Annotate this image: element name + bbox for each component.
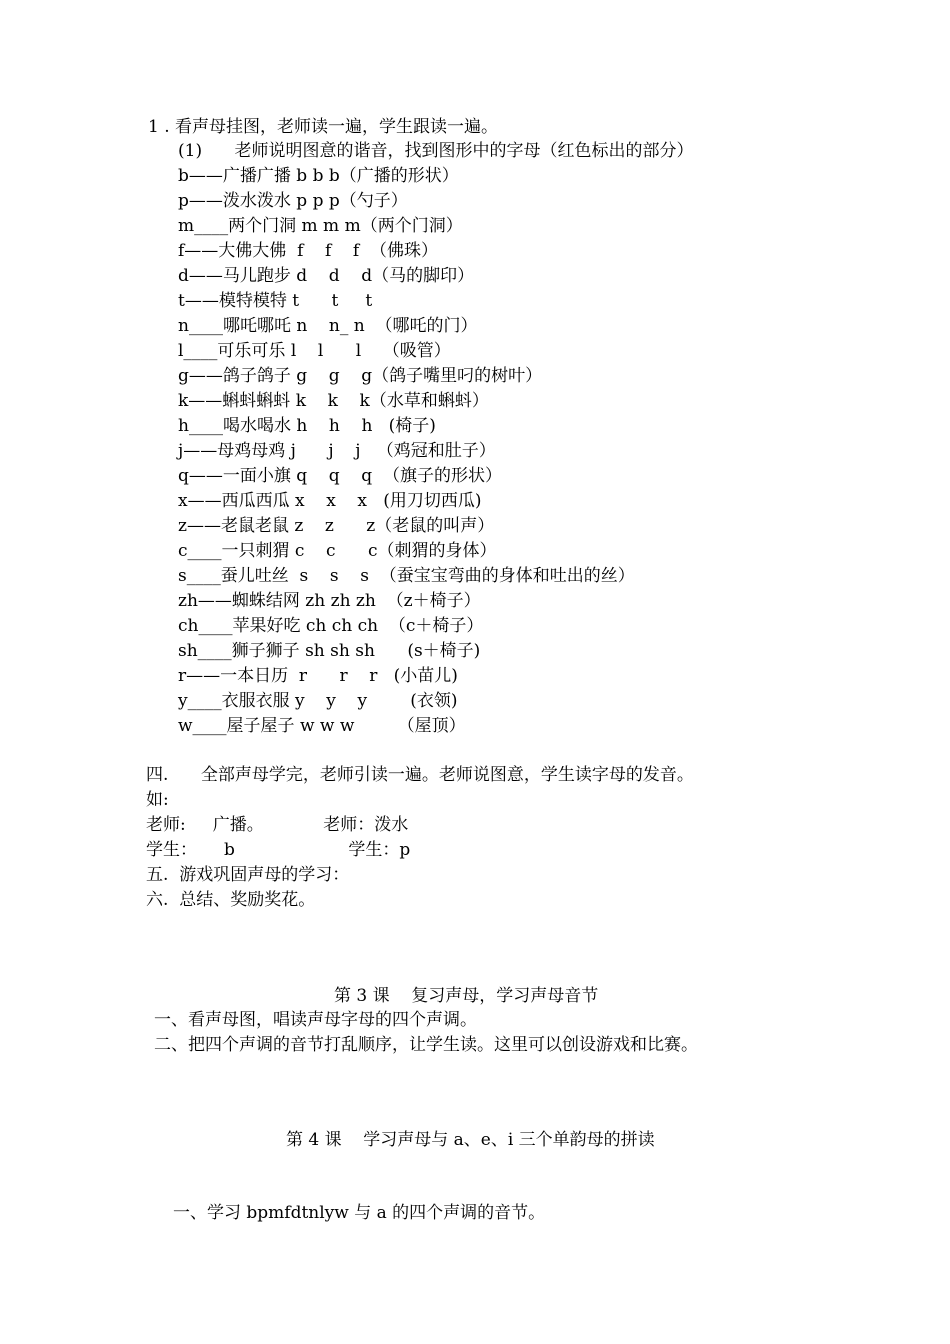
lesson-4-title: 第 4 课 学习声母与 a、e、i 三个单韵母的拼读 <box>286 1130 655 1150</box>
initial-item-n: n____哪吒哪吒 n n_ n （哪吒的门） <box>178 316 478 336</box>
initial-item-b: b——广播广播 b b b（广播的形状） <box>178 166 459 186</box>
section-5-heading: 五. 游戏巩固声母的学习： <box>146 865 350 885</box>
initial-item-f: f——大佛大佛 f f f （佛珠） <box>178 241 439 261</box>
initial-item-l: l____可乐可乐 l l l （吸管） <box>178 341 451 361</box>
section-4-example-label: 如: <box>146 790 169 810</box>
section-6-heading: 六. 总结、奖励奖花。 <box>146 890 316 910</box>
initial-item-p: p——泼水泼水 p p p（勺子） <box>178 191 408 211</box>
section-1-heading: 1 . 看声母挂图，老师读一遍，学生跟读一遍。 <box>148 117 499 137</box>
lesson-4-item-1: 一、学习 bpmfdtnlyw 与 a 的四个声调的音节。 <box>173 1203 546 1223</box>
initial-item-zh: zh——蜘蛛结网 zh zh zh （z＋椅子） <box>178 591 481 611</box>
initial-item-r: r——一本日历 r r r (小苗儿) <box>178 666 458 686</box>
lesson-3-item-2: 二、把四个声调的音节打乱顺序，让学生读。这里可以创设游戏和比赛。 <box>154 1035 698 1055</box>
lesson-3-item-1: 一、看声母图，唱读声母字母的四个声调。 <box>154 1010 477 1030</box>
initial-item-z: z——老鼠老鼠 z z z（老鼠的叫声） <box>178 516 495 536</box>
initial-item-g: g——鸽子鸽子 g g g（鸽子嘴里叼的树叶） <box>178 366 543 386</box>
initial-item-m: m____两个门洞 m m m（两个门洞） <box>178 216 463 236</box>
initial-item-sh: sh____狮子狮子 sh sh sh (s＋椅子) <box>178 641 481 661</box>
lesson-3-title: 第 3 课 复习声母，学习声母音节 <box>334 986 599 1006</box>
initial-item-q: q——一面小旗 q q q （旗子的形状） <box>178 466 502 486</box>
section-4-heading: 四. 全部声母学完，老师引读一遍。老师说图意，学生读字母的发音。 <box>146 765 694 785</box>
initial-item-w: w____屋子屋子 w w w （屋顶） <box>178 716 466 736</box>
initial-item-j: j——母鸡母鸡 j j j （鸡冠和肚子） <box>178 441 496 461</box>
initial-item-k: k——蝌蚪蝌蚪 k k k（水草和蝌蚪） <box>178 391 489 411</box>
initial-item-c: c____一只刺猬 c c c（刺猬的身体） <box>178 541 497 561</box>
initial-item-h: h____喝水喝水 h h h (椅子) <box>178 416 436 436</box>
initial-item-ch: ch____苹果好吃 ch ch ch （c＋椅子） <box>178 616 484 636</box>
section-4-student-line: 学生： b 学生：p <box>146 840 411 860</box>
initial-item-d: d——马儿跑步 d d d（马的脚印） <box>178 266 475 286</box>
section-1-subheading: (1) 老师说明图意的谐音，找到图形中的字母（红色标出的部分） <box>178 141 694 161</box>
section-4-teacher-line: 老师: 广播。 老师：泼水 <box>146 815 409 835</box>
initial-item-x: x——西瓜西瓜 x x x (用刀切西瓜) <box>178 491 482 511</box>
initial-item-y: y____衣服衣服 y y y (衣领) <box>178 691 458 711</box>
initial-item-t: t——模特模特 t t t <box>178 291 373 311</box>
initial-item-s: s____蚕儿吐丝 s s s （蚕宝宝弯曲的身体和吐出的丝） <box>178 566 635 586</box>
